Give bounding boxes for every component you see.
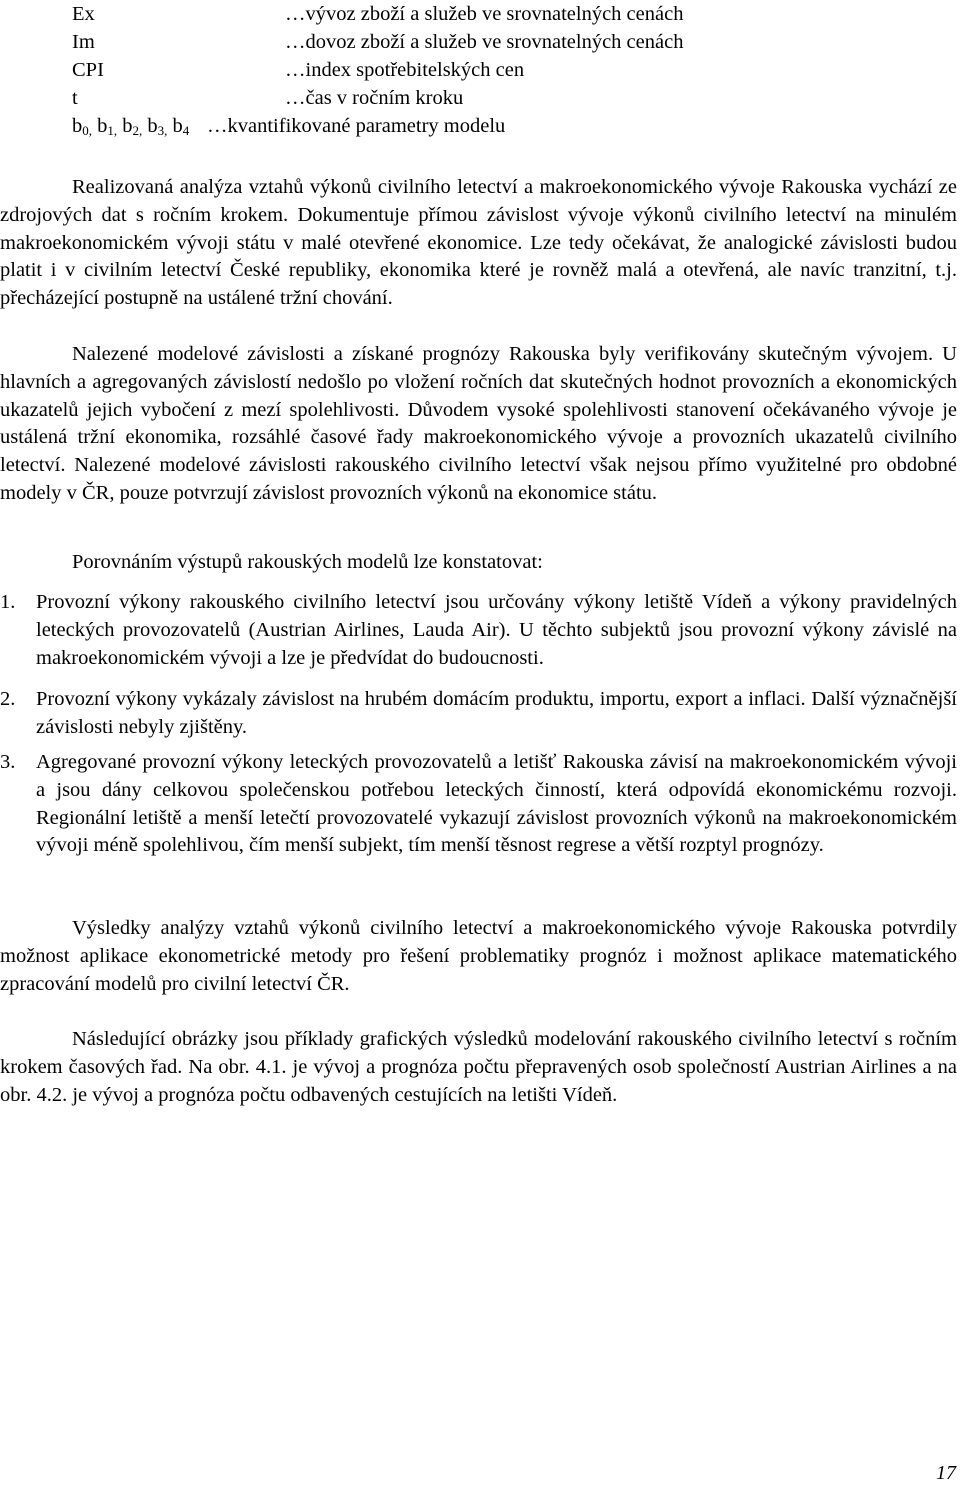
paragraph-verification: Nalezené modelové závislosti a získané prognózy Rakouska byly verifikovány skutečným vývojem. U hlavních a agregovaných závislostí nedošlo po vložení ročních dat skutečných hodnot provozních a ekonomických ukazatelů jejich vybočení z mezí spolehlivosti. Důvodem vysoké spolehlivosti stanovení očekávaného vývoje je ustálená tržní ekonomika, rozsáhlé časové řady makroekonomického vývoje a provozních ukazatelů civilního letectví. Nalezené modelové závislosti rakouského civilního letectví však nejsou přímo využitelné pro obdobné modely v ČR, pouze potvrzují závislost provozních výkonů na ekonomice státu. [0,343,957,504]
paragraph-results: Výsledky analýzy vztahů výkonů civilního letectví a makroekonomického vývoje Rakouska potvrdily možnost aplikace ekonometrické metody pro řešení problematiky prognóz i možnost aplikace matematického zpracování modelů pro civilní letectví ČR. [0,917,957,995]
variable-definitions [72,0,932,140]
definition-symbol: Ex [72,3,95,25]
list-text: Provozní výkony rakouského civilního letectví jsou určovány výkony letiště Vídeň a výkony pravidelných leteckých provozovatelů (Austrian Airlines, Lauda Air). U těchto subjektů jsou provozní výkony závislé na makroekonomickém vývoji a lze je předvídat do budoucnosti. [36,591,957,669]
paragraph-figures-intro: Následující obrázky jsou příklady grafických výsledků modelování rakouského civilního letectví s ročním krokem časových řad. Na obr. 4.1. je vývoj a prognóza počtu přepravených osob společností Austrian Airlines a na obr. 4.2. je vývoj a prognóza počtu odbavených cestujících na letišti Vídeň. [0,1028,957,1106]
definition-row [72,28,932,56]
list-text: Provozní výkony vykázaly závislost na hrubém domácím produktu, importu, export a inflaci. Další význačnější závislosti nebyly zjištěny. [36,688,957,738]
list-number: 3. [0,751,16,773]
list-number: 2. [0,688,16,710]
definition-symbol: Im [72,31,95,53]
page-number: 17 [936,1462,956,1484]
definition-description: …dovoz zboží a služeb ve srovnatelných cenách [285,31,684,53]
definition-description: …vývoz zboží a služeb ve srovnatelných cenách [285,3,684,25]
definition-description: …čas v ročním kroku [285,87,464,109]
definition-row [72,56,932,84]
list-text: Agregované provozní výkony leteckých provozovatelů a letišť Rakouska závisí na makroekonomickém vývoji a jsou dány celkovou společenskou potřebou leteckých činností, která odpovídá ekonomickému rozvoji. Regionální letiště a menší letečtí provozovatelé vykazují závislost provozních výkonů na makroekonomickém vývoji méně spolehlivou, čím menší subjekt, tím menší těsnost regrese a větší rozptyl prognózy. [36,751,957,857]
paragraph-comparison-intro: Porovnáním výstupů rakouských modelů lze konstatovat: [72,551,543,573]
definition-description: …kvantifikované parametry modelu [207,115,506,137]
definition-row-parameters [72,112,932,140]
definition-row [72,84,932,112]
parameter-symbols: $b_{0,}$ $b_{1,}$ $b_{2,}$ $b_{3,}$ $b_4$ [72,115,190,138]
definition-description: …index spotřebitelských cen [285,59,525,81]
definition-row [72,0,932,28]
definition-symbol: CPI [72,59,104,81]
list-number: 1. [0,591,16,613]
definition-symbol: t [72,87,78,109]
paragraph-analysis: Realizovaná analýza vztahů výkonů civilního letectví a makroekonomického vývoje Rakouska vychází ze zdrojových dat s ročním krokem. Dokumentuje přímou závislost vývoje výkonů civilního letectví na minulém makroekonomickém vývoji státu v malé otevřené ekonomice. Lze tedy očekávat, že analogické závislosti budou platit i v civilním letectví České republiky, ekonomika které je rovněž malá a otevřená, ale navíc tranzitní, t.j. přecházející postupně na ustálené tržní chování. [0,176,957,310]
